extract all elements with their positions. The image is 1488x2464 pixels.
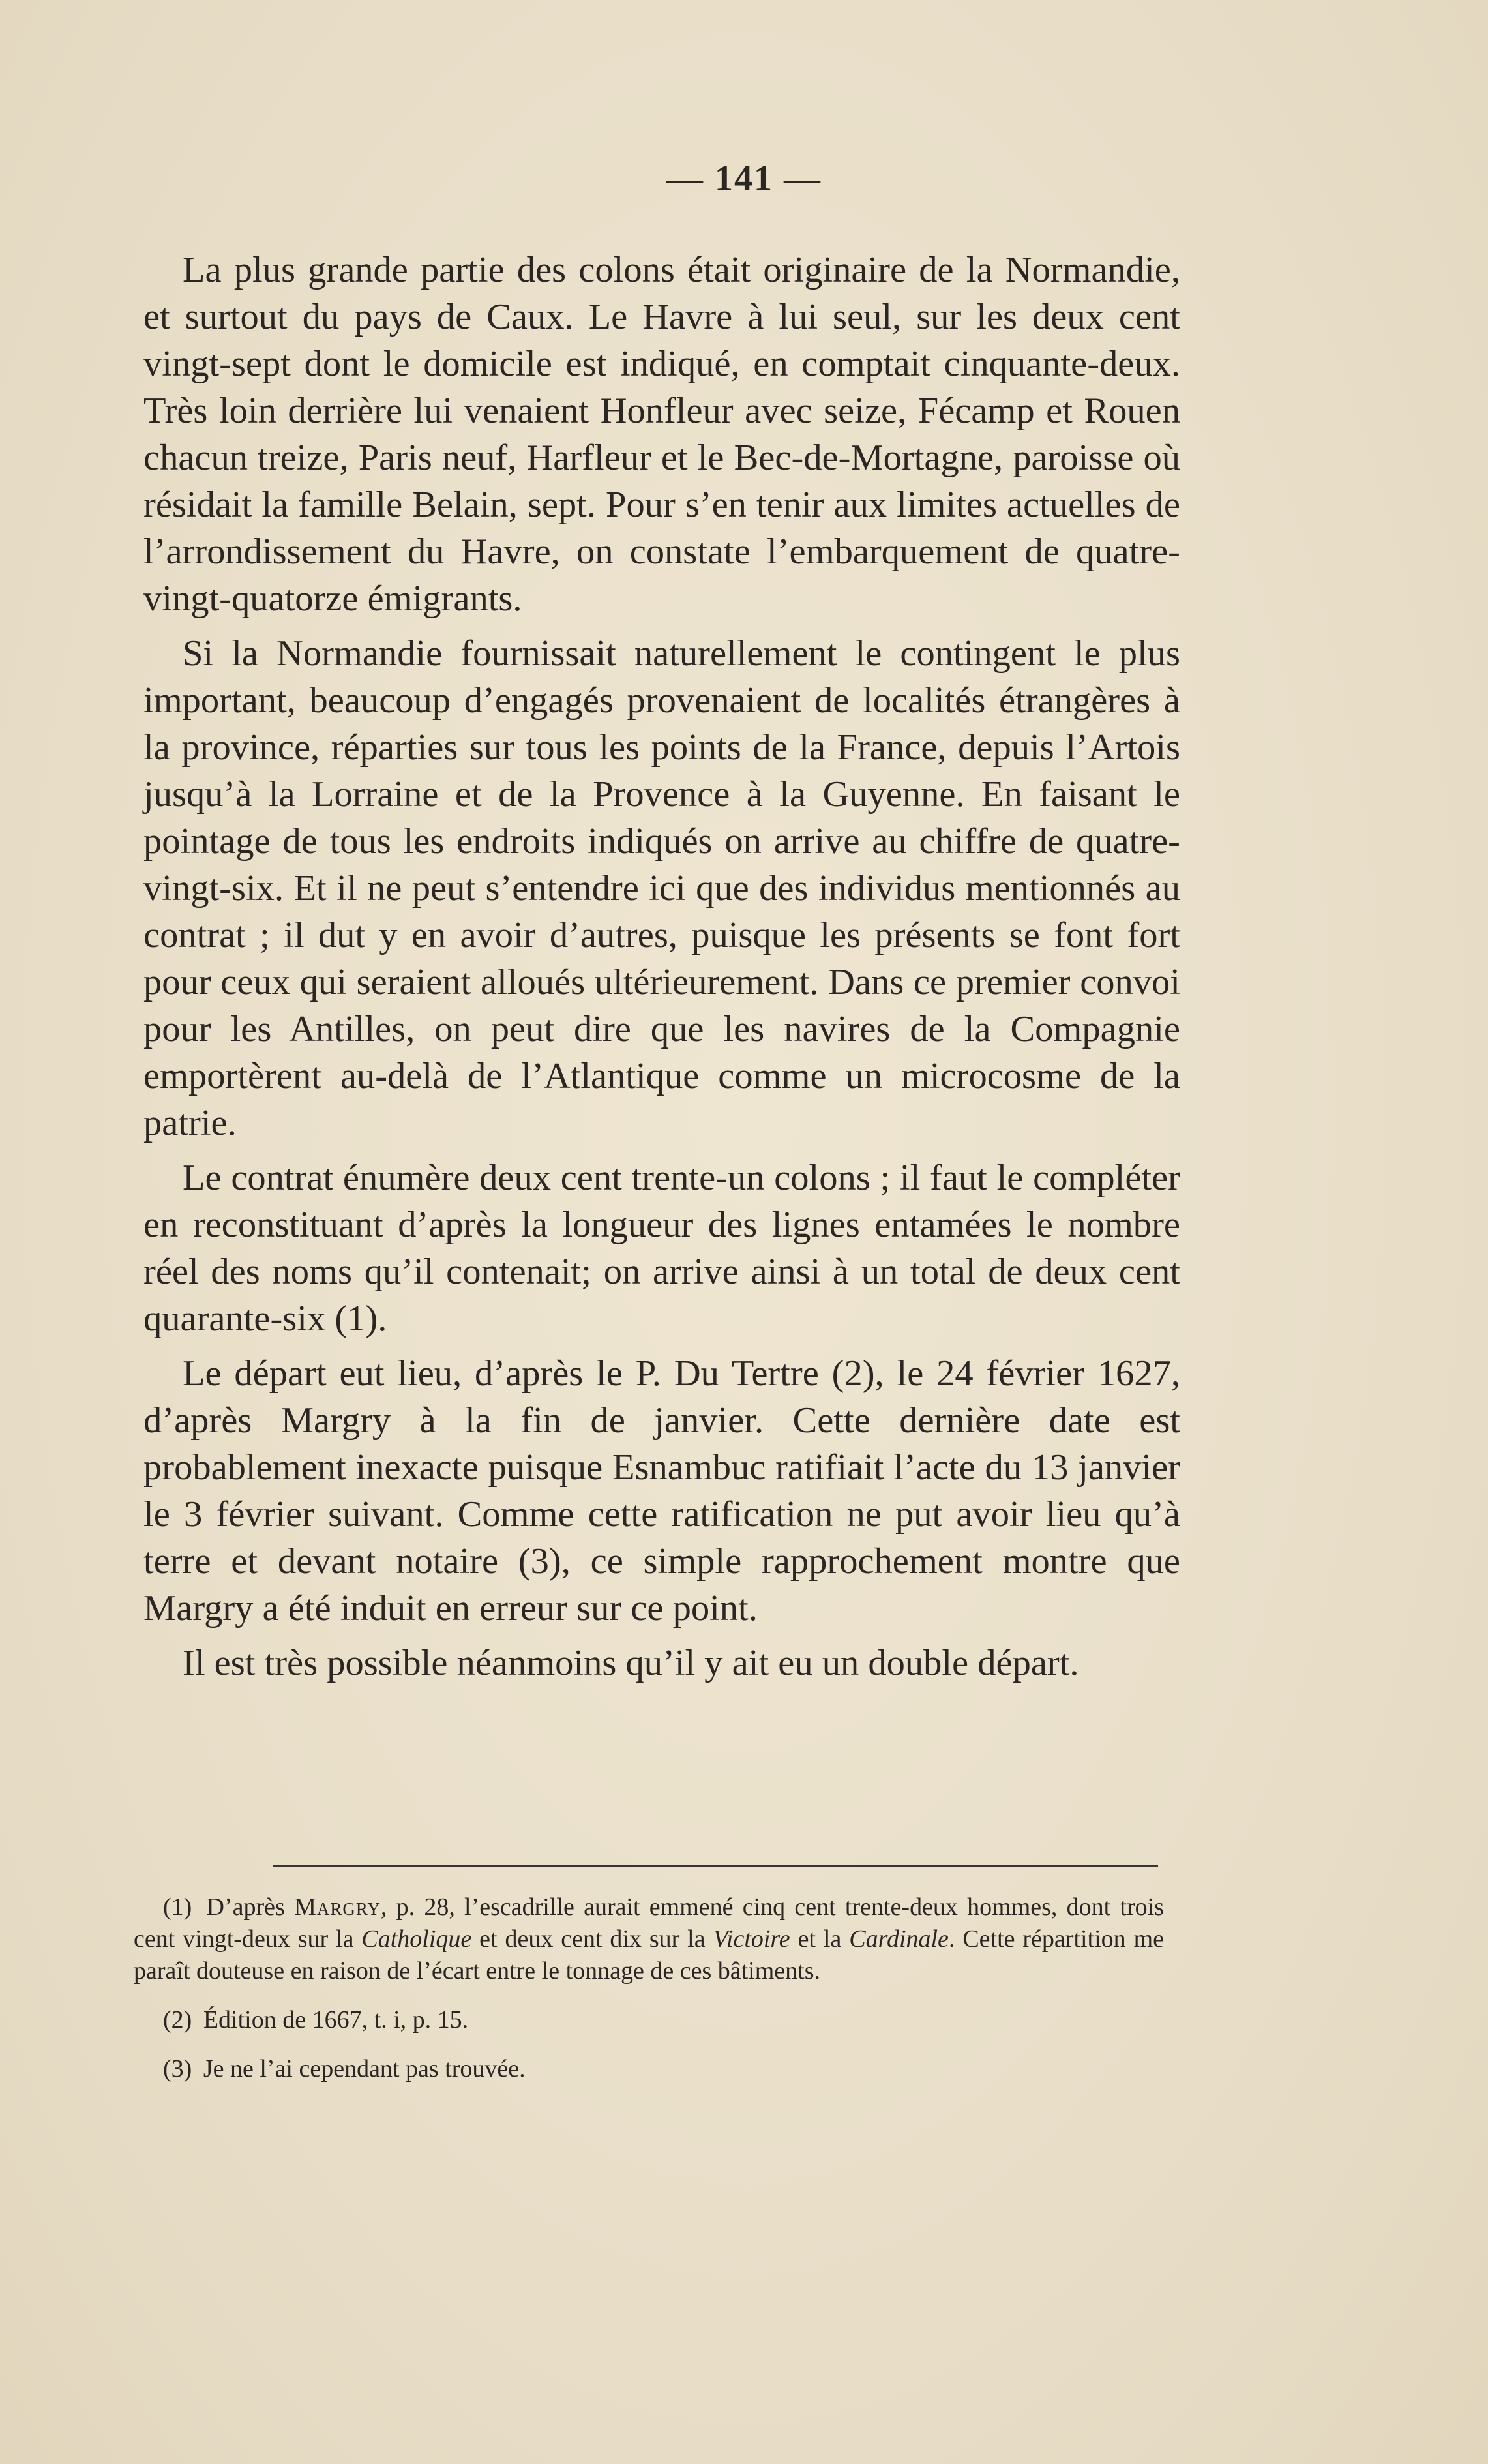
footnote-1-ship-catholique: Catholique: [361, 1925, 472, 1953]
footnote-1-text-c: et la: [797, 1925, 842, 1953]
paragraph-double-departure: Il est très possible néanmoins qu’il y ait eu un double départ.: [183, 1643, 1079, 1683]
footnote-1-text-d: . Cette répartition me paraît douteuse en raison de l’écart entre le tonnage de ces bâtiments.: [134, 1925, 1164, 1985]
footnote-3-text: Je ne l’ai cependant pas trouvée.: [203, 2055, 526, 2082]
footnotes: [134, 1891, 1164, 2102]
paragraph-origins: La plus grande partie des colons était originaire de la Normandie, et surtout du pays de Caux. Le Havre à lui seul, sur les deux cent vingt-sept dont le domicile est indiqué, en comptait cinquante-deux. Très loin derrière lui venaient Honfleur avec seize, Fécamp et Rouen chacun treize, Paris neuf, Harfleur et le Bec-de-Mortagne, paroisse où résidait la famille Belain, sept. Pour s’en tenir aux limites actuelles de l’arrondissement du Havre, on constate l’embarquement de quatre-vingt-quatorze émigrants.: [143, 250, 1180, 619]
footnote-divider: [273, 1865, 1158, 1867]
footnote-2-number: (2): [163, 2006, 192, 2034]
footnote-2-text: Édition de 1667, t. i, p. 15.: [203, 2006, 469, 2034]
footnote-1-ship-victoire: Victoire: [713, 1925, 790, 1953]
footnote-1: [134, 1891, 1164, 1987]
footnote-1-ship-cardinale: Cardinale: [849, 1925, 949, 1953]
footnote-3-number: (3): [163, 2055, 192, 2082]
footnote-3: [134, 2053, 1164, 2085]
footnote-1-number: (1): [163, 1893, 192, 1921]
paragraph-contract-count: Le contrat énumère deux cent trente-un colons ; il faut le compléter en reconstituant d’après la longueur des lignes entamées le nombre réel des noms qu’il contenait; on arrive ainsi à un total de deux cent quarante-six (1).: [143, 1158, 1180, 1339]
footnote-2: [134, 2004, 1164, 2036]
paragraph-departure-date: Le départ eut lieu, d’après le P. Du Tertre (2), le 24 février 1627, d’après Margry à la fin de janvier. Cette dernière date est probablement inexacte puisque Esnambuc ratifiait l’acte du 13 janvier le 3 février suivant. Comme cette ratification ne put avoir lieu qu’à terre et devant notaire (3), ce simple rapprochement montre que Margry a été induit en erreur sur ce point.: [143, 1353, 1180, 1629]
footnote-1-pre: D’après: [206, 1893, 285, 1921]
page-number: — 141 —: [666, 158, 822, 199]
body-text: [143, 247, 1180, 1694]
footnote-1-text-a: , p. 28, l’escadrille aurait emmené cinq cent trente-deux hommes, dont trois cent vingt-deux sur la: [134, 1893, 1165, 1953]
footnote-1-text-b: et deux cent dix sur la: [479, 1925, 706, 1953]
footnote-1-author: Margry: [294, 1893, 381, 1921]
paragraph-provinces: Si la Normandie fournissait naturellement le contingent le plus important, beaucoup d’engagés provenaient de localités étrangères à la province, réparties sur tous les points de la France, depuis l’Artois jusqu’à la Lorraine et de la Provence à la Guyenne. En faisant le pointage de tous les endroits indiqués on arrive au chiffre de quatre-vingt-six. Et il ne peut s’entendre ici que des individus mentionnés au contrat ; il dut y en avoir d’autres, puisque les présents se font fort pour ceux qui seraient alloués ultérieurement. Dans ce premier convoi pour les Antilles, on peut dire que les navires de la Compagnie emportèrent au-delà de l’Atlantique comme un microcosme de la patrie.: [143, 633, 1180, 1143]
